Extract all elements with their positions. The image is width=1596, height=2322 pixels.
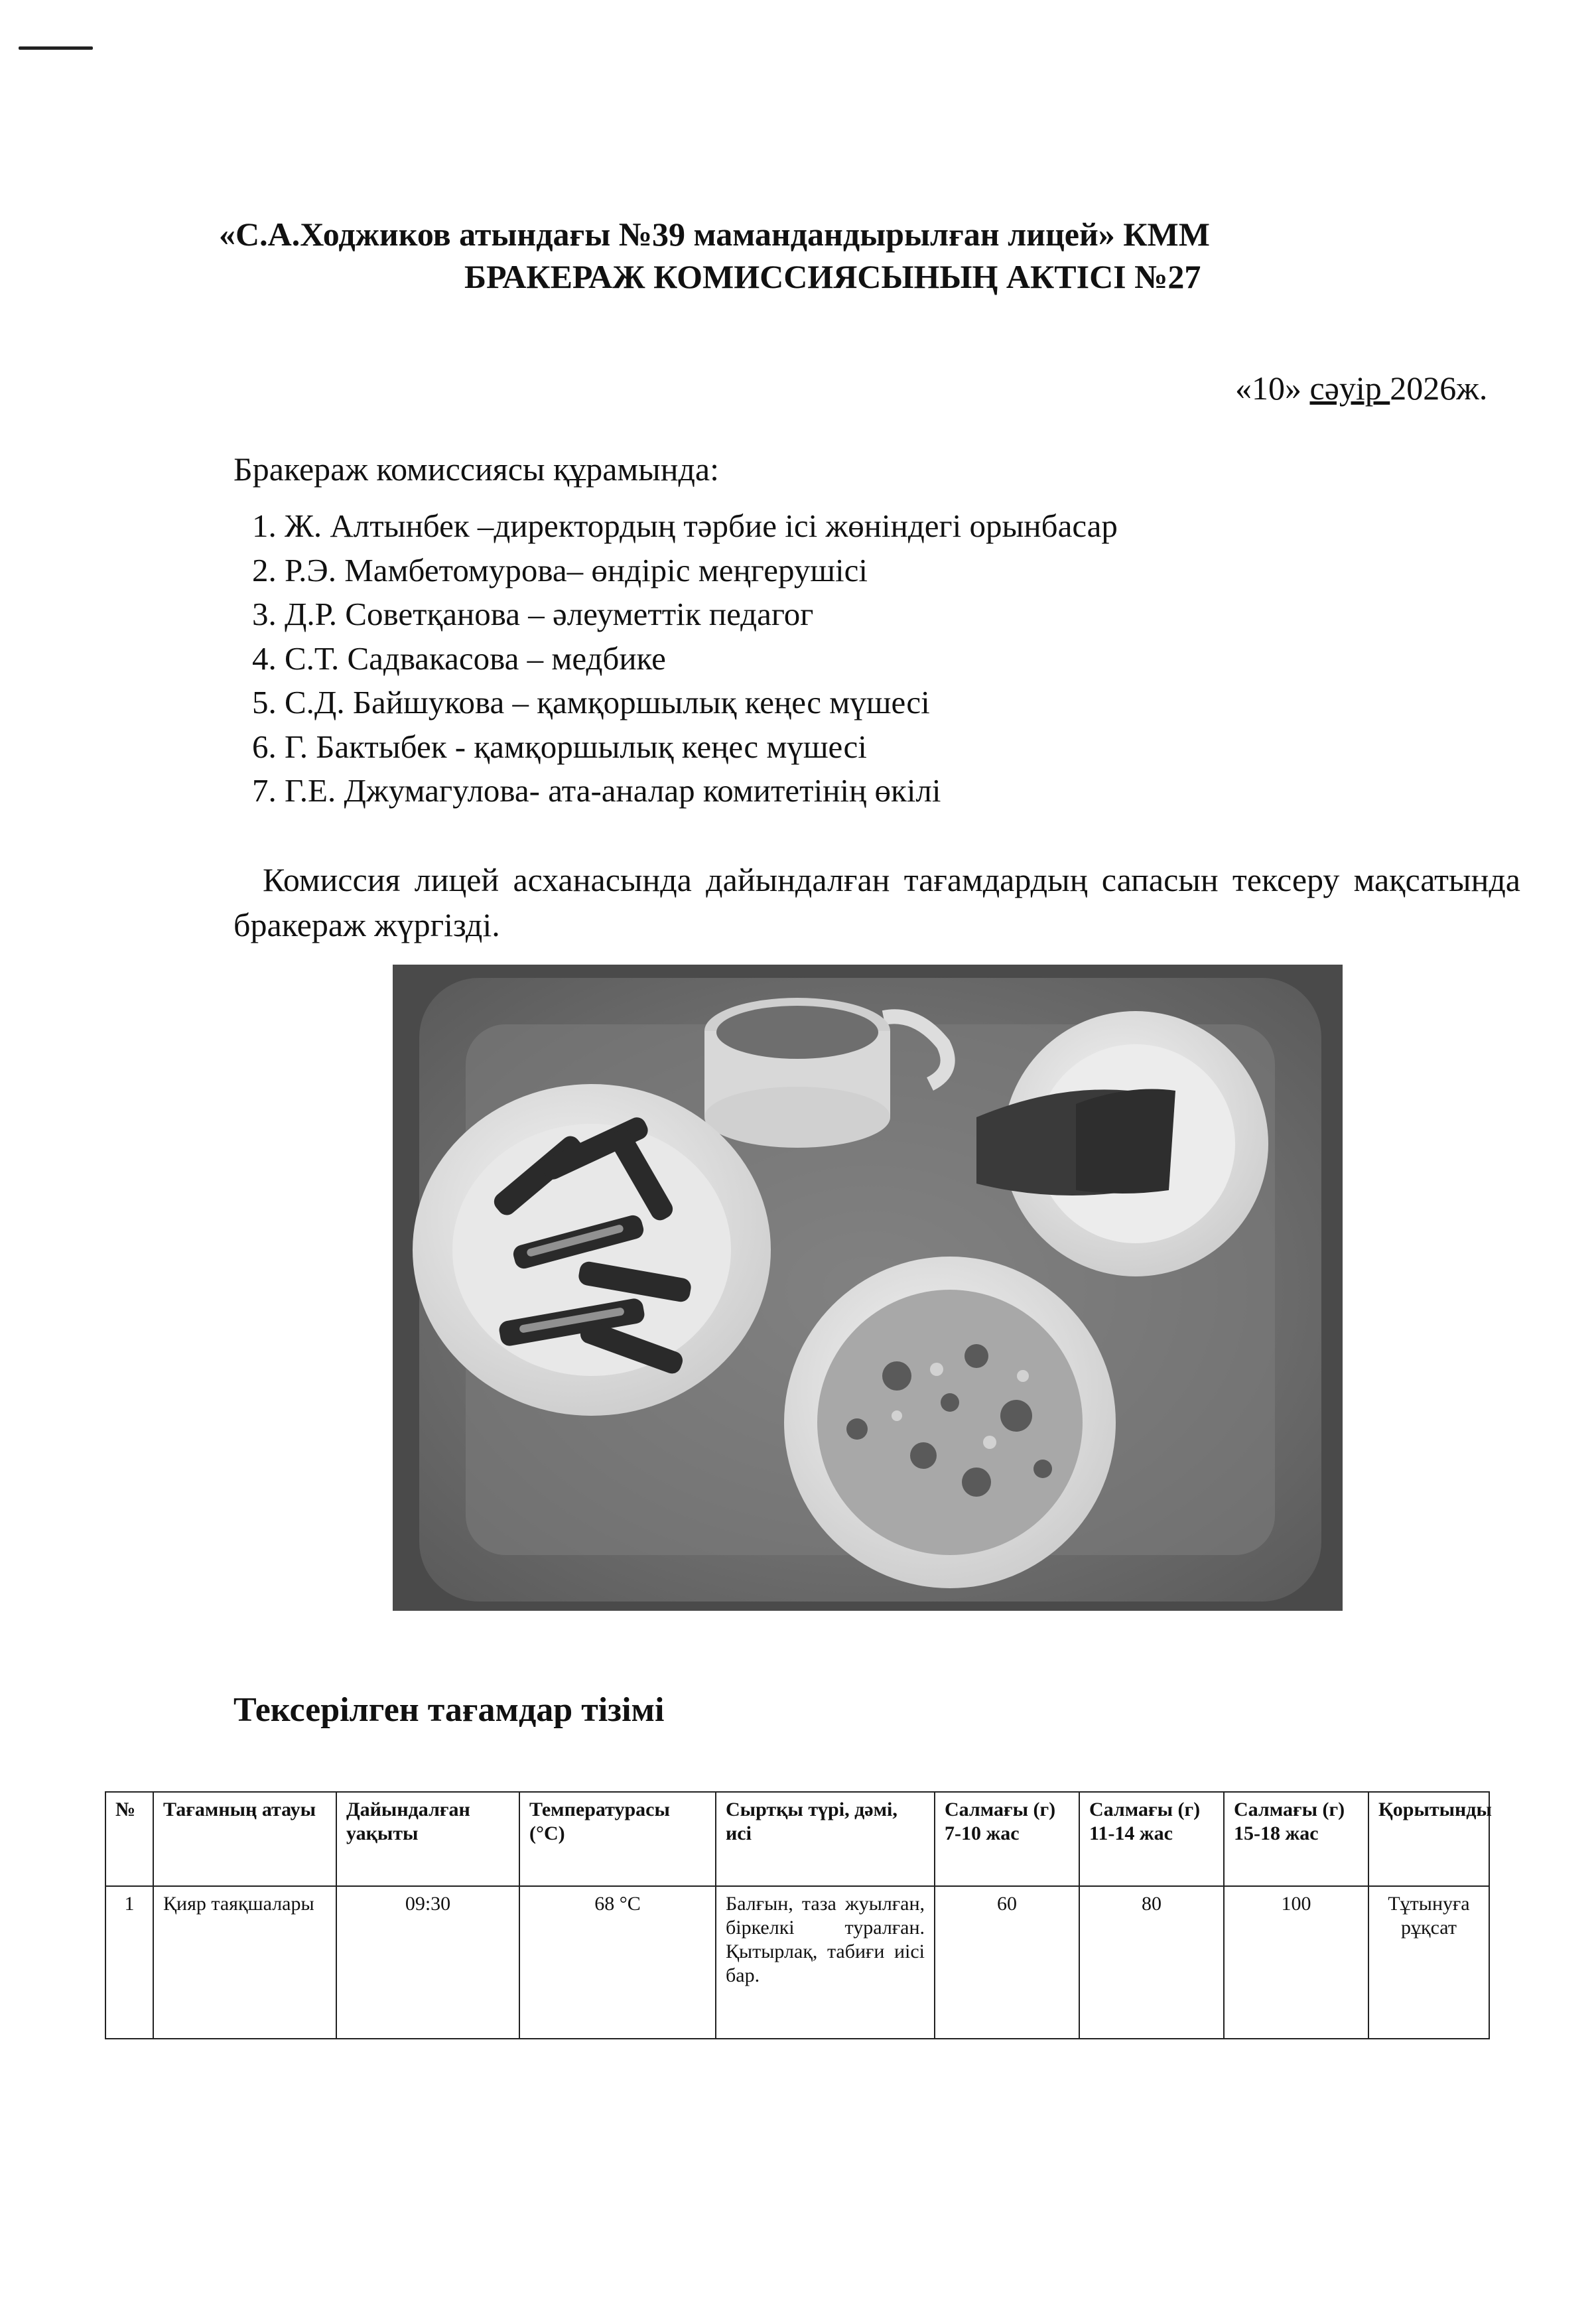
cell-appearance: Балғын, таза жуылған, біркелкі туралған. Қытырлақ, табиғи иісі бар. <box>716 1886 935 2039</box>
date-month: сәуір <box>1309 370 1390 407</box>
cell-temperature: 68 °С <box>519 1886 716 2039</box>
member-item: 7. Г.Е. Джумагулова- ата-аналар комитетінің өкілі <box>252 772 941 809</box>
cell-prep-time: 09:30 <box>336 1886 519 2039</box>
col-header: Қорытынды <box>1368 1792 1489 1886</box>
commission-members-list <box>252 504 1118 813</box>
cucumber-plate <box>413 1084 771 1416</box>
table-row <box>105 1886 1489 2039</box>
col-header: Тағамның атауы <box>153 1792 336 1886</box>
col-header: Салмағы (г) 7-10 жас <box>935 1792 1079 1886</box>
cell-weight-7-10: 60 <box>935 1886 1079 2039</box>
member-item: 5. С.Д. Байшукова – қамқоршылық кеңес мүшесі <box>252 684 930 720</box>
cell-dish-name: Қияр таяқшалары <box>153 1886 336 2039</box>
cell-conclusion: Тұтынуға рұқсат <box>1368 1886 1489 2039</box>
col-header: Сыртқы түрі, дәмі, исі <box>716 1792 935 1886</box>
act-date <box>1235 369 1487 407</box>
inspection-paragraph: Комиссия лицей асханасында дайындалған тағамдардың сапасын тексеру мақсатында бракераж жүргізді. <box>233 861 1520 943</box>
member-item: 2. Р.Э. Мамбетомурова– өндіріс меңгерушісі <box>252 551 868 588</box>
col-header: Салмағы (г) 11-14 жас <box>1079 1792 1224 1886</box>
dishes-list-title: Тексерілген тағамдар тізімі <box>233 1691 665 1729</box>
cell-number: 1 <box>105 1886 153 2039</box>
cell-weight-11-14: 80 <box>1079 1886 1224 2039</box>
date-day: «10» <box>1235 370 1301 407</box>
institution-name: «С.А.Ходжиков атындағы №39 мамандандырылған лицей» КММ <box>219 216 1210 253</box>
rice-plate <box>784 1257 1116 1588</box>
col-header: № <box>105 1792 153 1886</box>
col-header: Дайындалған уақыты <box>336 1792 519 1886</box>
meal-tray-photo <box>393 965 1343 1611</box>
commission-intro: Бракераж комиссиясы құрамында: <box>233 450 720 488</box>
member-item: 1. Ж. Алтынбек –директордың тәрбие ісі жөніндегі орынбасар <box>252 508 1118 544</box>
member-item: 3. Д.Р. Советқанова – әлеуметтік педагог <box>252 596 814 632</box>
member-item: 6. Г. Бактыбек - қамқоршылық кеңес мүшесі <box>252 728 867 765</box>
act-title: БРАКЕРАЖ КОМИССИЯСЫНЫҢ АКТІСІ №27 <box>464 258 1201 295</box>
meal-tray-illustration <box>393 965 1343 1611</box>
scan-corner-mark <box>19 46 93 50</box>
cell-weight-15-18: 100 <box>1224 1886 1368 2039</box>
date-year: 2026ж. <box>1390 370 1488 407</box>
member-item: 4. С.Т. Садвакасова – медбике <box>252 640 666 677</box>
dishes-table <box>105 1791 1490 2039</box>
table-header-row <box>105 1792 1489 1886</box>
col-header: Температурасы (°С) <box>519 1792 716 1886</box>
col-header: Салмағы (г) 15-18 жас <box>1224 1792 1368 1886</box>
